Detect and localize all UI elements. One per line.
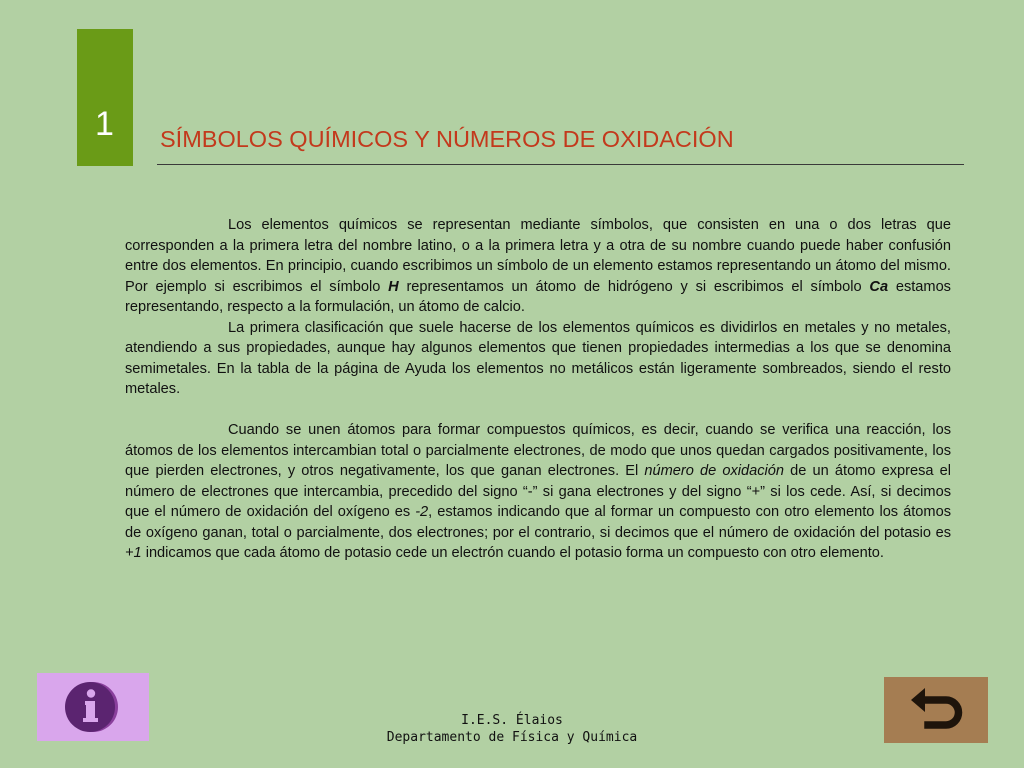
section-number-badge	[77, 29, 133, 166]
school-name: I.E.S. Élaios	[461, 713, 563, 728]
paragraph-text: , estamos indicando que al formar un compuesto con otro elemento los átomos de oxígeno ganan, total o parcialmente, dos electrones; por el contrario, si decimos que el número de oxidación del potasio es	[125, 504, 951, 541]
paragraph-text: estamos representando, respecto a la formulación, un átomo de calcio.	[125, 278, 951, 315]
paragraph-text: indicamos que cada átomo de potasio cede un electrón cuando el potasio forma un compuesto con otro elemento.	[141, 545, 884, 561]
return-arrow-icon	[884, 677, 988, 743]
title-divider	[157, 164, 964, 165]
oxygen-oxidation-value: -2	[415, 504, 429, 520]
paragraph-symbols	[125, 215, 951, 318]
back-button[interactable]	[884, 677, 988, 743]
oxidation-number-term: número de oxidación	[644, 463, 785, 479]
page-title: SÍMBOLOS QUÍMICOS Y NÚMEROS DE OXIDACIÓN	[160, 126, 734, 152]
paragraph-text: representamos un átomo de hidrógeno y si escribimos el símbolo	[398, 278, 870, 295]
paragraph-oxidation	[125, 420, 951, 564]
paragraph-text: Cuando se unen átomos para formar compuestos químicos, es decir, cuando se verifica una reacción, los átomos de los elementos intercambian total o parcialmente electrones, de modo que unos quedan cargados positivamente, los que pierden electrones, y otros negativamente, los que ganan electrones. El	[125, 422, 951, 479]
paragraph-text: de un átomo expresa el número de electrones que intercambia, precedido del signo “-” si gana electrones y del signo “+” si los cede. Así, si decimos que el número de oxidación del oxígeno es	[125, 463, 952, 520]
section-number: 1	[95, 105, 114, 143]
paragraph-classification: La primera clasificación que suele hacerse de los elementos químicos es dividirlos en metales y no metales, atendiendo a sus propiedades, aunque hay algunos elementos que tienen propiedades intermedias a los que se denomina semimetales. En la tabla de la página de Ayuda los elementos no metálicos están ligeramente sombreados, siendo el resto metales.	[125, 319, 951, 397]
potassium-oxidation-value: +1	[125, 545, 142, 561]
content-body	[125, 215, 951, 564]
info-icon	[37, 673, 149, 741]
footer-credits	[300, 712, 724, 746]
paragraph-text: Los elementos químicos se representan mediante símbolos, que consisten en una o dos letras que corresponden a la primera letra del nombre latino, o a la primera letra y a otra de su nombre cuando puede haber confusión entre dos elementos. En principio, cuando escribimos un símbolo de un elemento estamos representando un átomo del mismo. Por ejemplo si escribimos el símbolo	[125, 217, 951, 295]
symbol-h: H	[388, 278, 399, 295]
department-name: Departamento de Física y Química	[386, 730, 638, 745]
info-button[interactable]	[37, 673, 149, 741]
symbol-ca: Ca	[869, 278, 889, 295]
